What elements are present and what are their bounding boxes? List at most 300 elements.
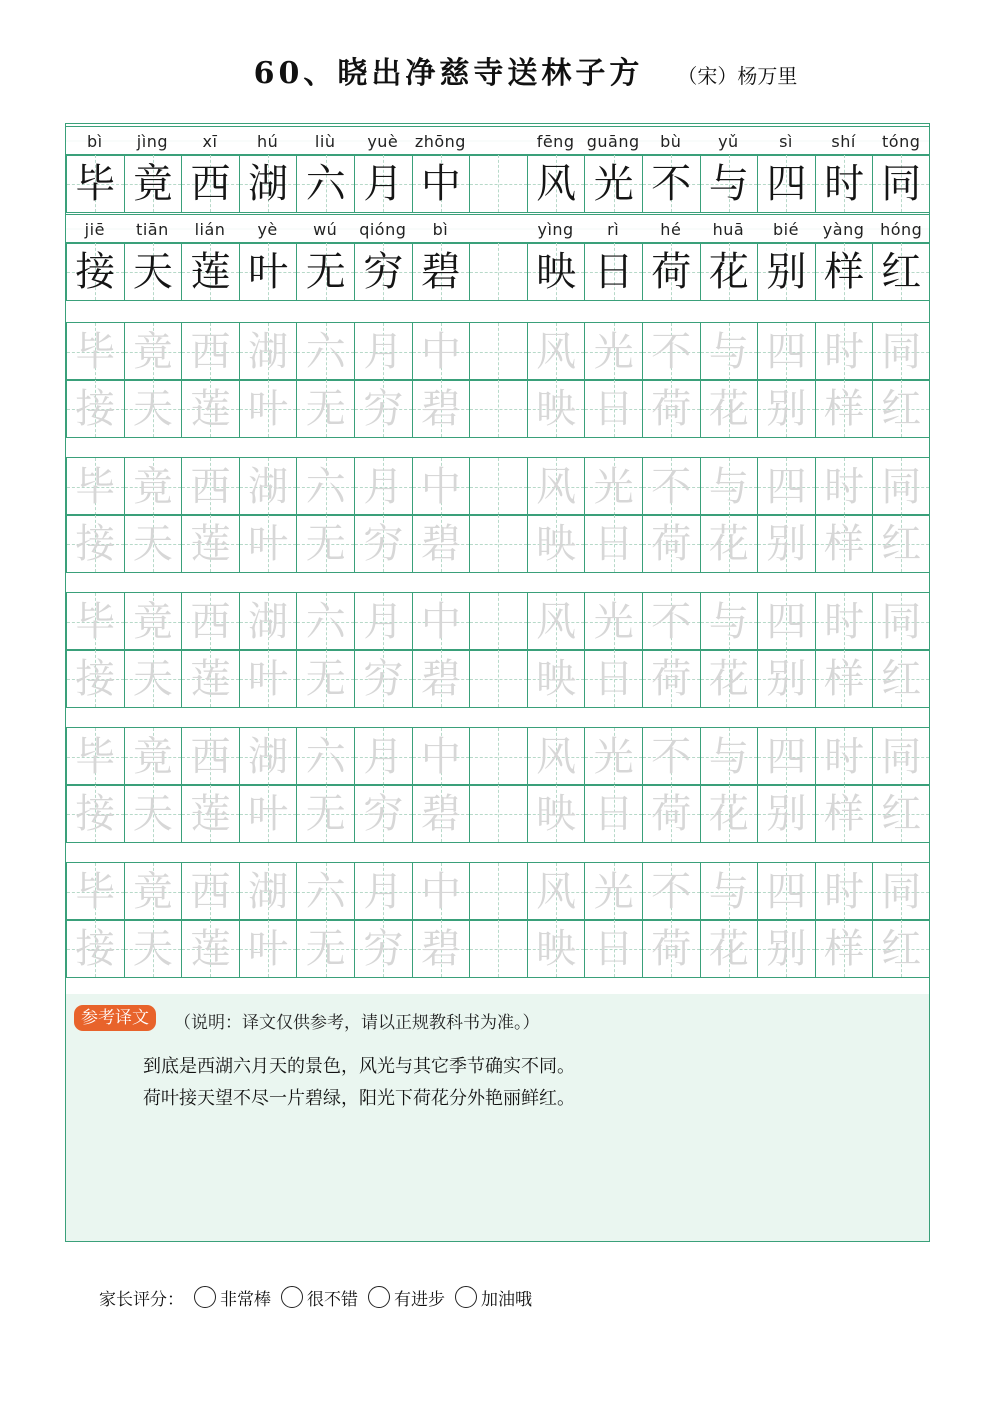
- model-cell: [239, 155, 297, 212]
- trace-cell[interactable]: [642, 920, 700, 977]
- trace-character: 莲: [190, 385, 231, 432]
- trace-cell[interactable]: [66, 863, 124, 920]
- trace-cell[interactable]: [296, 785, 354, 842]
- trace-character: 湖: [248, 598, 289, 645]
- trace-cell[interactable]: [66, 593, 124, 650]
- trace-cell[interactable]: [527, 593, 585, 650]
- trace-character: 西: [190, 598, 231, 645]
- trace-cell[interactable]: [757, 323, 815, 380]
- pinyin-band: [66, 126, 929, 156]
- trace-character: 映: [536, 655, 577, 702]
- trace-cell[interactable]: [181, 728, 239, 785]
- trace-cell[interactable]: [642, 380, 700, 437]
- trace-character: 不: [651, 868, 692, 915]
- trace-row: [66, 784, 929, 843]
- trace-character: 天: [132, 790, 173, 837]
- trace-cell[interactable]: [527, 785, 585, 842]
- model-character: 与: [708, 160, 749, 207]
- trace-character: 日: [593, 925, 634, 972]
- trace-character: 毕: [75, 868, 116, 915]
- trace-cell[interactable]: [642, 863, 700, 920]
- trace-cell[interactable]: [239, 515, 297, 572]
- model-character: 碧: [420, 248, 461, 295]
- trace-cell[interactable]: [181, 785, 239, 842]
- trace-character: 叶: [248, 520, 289, 567]
- trace-cell[interactable]: [700, 593, 758, 650]
- trace-cell[interactable]: [642, 458, 700, 515]
- trace-character: 红: [881, 925, 922, 972]
- trace-character: 光: [593, 328, 634, 375]
- rating-radio-2[interactable]: [281, 1286, 303, 1308]
- trace-cell[interactable]: [584, 380, 642, 437]
- trace-character: 与: [708, 463, 749, 510]
- trace-cell[interactable]: [872, 920, 930, 977]
- trace-cell[interactable]: [527, 650, 585, 707]
- trace-cell[interactable]: [469, 593, 527, 650]
- pinyin-syllable: yàng: [822, 219, 865, 239]
- trace-character: 风: [536, 868, 577, 915]
- model-cell: [412, 243, 470, 300]
- trace-cell[interactable]: [815, 593, 873, 650]
- trace-cell[interactable]: [354, 920, 412, 977]
- trace-cell[interactable]: [815, 515, 873, 572]
- trace-cell[interactable]: [700, 323, 758, 380]
- model-character: 不: [651, 160, 692, 207]
- trace-cell[interactable]: [584, 323, 642, 380]
- trace-character: 六: [305, 463, 346, 510]
- model-cell: [66, 243, 124, 300]
- model-cell: [296, 243, 354, 300]
- trace-character: 接: [75, 385, 116, 432]
- trace-character: 红: [881, 385, 922, 432]
- pinyin-syllable: sì: [779, 131, 793, 151]
- pinyin-syllable: lián: [194, 219, 226, 239]
- trace-character: 与: [708, 598, 749, 645]
- trace-character: 毕: [75, 733, 116, 780]
- trace-character: 红: [881, 790, 922, 837]
- translation-line-2: 荷叶接天望不尽一片碧绿，阳光下荷花分外艳丽鲜红。: [143, 1088, 575, 1109]
- trace-character: 叶: [248, 385, 289, 432]
- trace-character: 光: [593, 463, 634, 510]
- parent-rating: [99, 1281, 532, 1313]
- trace-cell[interactable]: [412, 863, 470, 920]
- trace-cell[interactable]: [757, 728, 815, 785]
- model-cell: [642, 155, 700, 212]
- trace-cell[interactable]: [181, 650, 239, 707]
- trace-character: 日: [593, 520, 634, 567]
- trace-cell[interactable]: [584, 728, 642, 785]
- trace-cell[interactable]: [872, 380, 930, 437]
- trace-character: 无: [305, 655, 346, 702]
- rating-radio-4[interactable]: [455, 1286, 477, 1308]
- trace-character: 竟: [132, 733, 173, 780]
- trace-cell[interactable]: [124, 323, 182, 380]
- trace-character: 不: [651, 463, 692, 510]
- model-row: [66, 154, 929, 213]
- trace-character: 穷: [363, 925, 404, 972]
- trace-cell[interactable]: [66, 920, 124, 977]
- pinyin-syllable: guāng: [586, 131, 640, 151]
- trace-cell[interactable]: [700, 515, 758, 572]
- trace-character: 同: [881, 598, 922, 645]
- pinyin-syllable: bì: [86, 131, 103, 151]
- trace-cell[interactable]: [412, 920, 470, 977]
- trace-row: [66, 919, 929, 978]
- trace-cell[interactable]: [584, 458, 642, 515]
- trace-cell[interactable]: [354, 785, 412, 842]
- trace-row: [66, 862, 929, 921]
- rating-radio-3[interactable]: [368, 1286, 390, 1308]
- trace-character: 天: [132, 520, 173, 567]
- trace-cell[interactable]: [757, 650, 815, 707]
- trace-character: 时: [824, 868, 865, 915]
- pinyin-syllable: tiān: [136, 219, 169, 239]
- trace-character: 四: [766, 868, 807, 915]
- trace-character: 光: [593, 868, 634, 915]
- trace-character: 日: [593, 655, 634, 702]
- trace-character: 样: [824, 790, 865, 837]
- trace-character: 别: [766, 790, 807, 837]
- trace-cell[interactable]: [239, 863, 297, 920]
- trace-character: 湖: [248, 463, 289, 510]
- trace-cell[interactable]: [757, 863, 815, 920]
- trace-cell[interactable]: [412, 593, 470, 650]
- model-cell: [354, 243, 412, 300]
- trace-cell[interactable]: [296, 728, 354, 785]
- trace-character: 四: [766, 598, 807, 645]
- trace-cell[interactable]: [354, 323, 412, 380]
- model-cell: [757, 155, 815, 212]
- trace-cell[interactable]: [700, 728, 758, 785]
- trace-cell[interactable]: [469, 785, 527, 842]
- pinyin-syllable: xī: [202, 131, 218, 151]
- trace-cell[interactable]: [124, 650, 182, 707]
- trace-cell[interactable]: [642, 515, 700, 572]
- pinyin-syllable: hú: [256, 131, 279, 151]
- trace-character: 接: [75, 655, 116, 702]
- trace-character: 中: [420, 868, 461, 915]
- trace-row: [66, 649, 929, 708]
- trace-cell[interactable]: [815, 323, 873, 380]
- trace-cell[interactable]: [757, 458, 815, 515]
- trace-cell[interactable]: [296, 323, 354, 380]
- trace-cell[interactable]: [700, 785, 758, 842]
- pinyin-syllable: wú: [313, 219, 338, 239]
- trace-cell[interactable]: [239, 785, 297, 842]
- model-cell: [469, 155, 527, 212]
- trace-character: 天: [132, 385, 173, 432]
- trace-character: 不: [651, 598, 692, 645]
- model-character: 天: [132, 248, 173, 295]
- trace-cell[interactable]: [412, 785, 470, 842]
- trace-cell[interactable]: [815, 920, 873, 977]
- trace-cell[interactable]: [296, 380, 354, 437]
- trace-cell[interactable]: [66, 650, 124, 707]
- trace-cell[interactable]: [584, 650, 642, 707]
- trace-cell[interactable]: [872, 458, 930, 515]
- trace-character: 竟: [132, 328, 173, 375]
- model-character: 时: [824, 160, 865, 207]
- trace-cell[interactable]: [124, 515, 182, 572]
- trace-cell[interactable]: [757, 380, 815, 437]
- trace-character: 碧: [420, 520, 461, 567]
- trace-cell[interactable]: [66, 515, 124, 572]
- trace-character: 荷: [651, 925, 692, 972]
- trace-cell[interactable]: [527, 920, 585, 977]
- model-cell: [354, 155, 412, 212]
- pinyin-syllable: qióng: [359, 219, 407, 239]
- trace-cell[interactable]: [642, 323, 700, 380]
- model-cell: [815, 243, 873, 300]
- trace-character: 穷: [363, 655, 404, 702]
- trace-cell[interactable]: [412, 728, 470, 785]
- trace-cell[interactable]: [757, 515, 815, 572]
- pinyin-syllable: [469, 215, 527, 243]
- trace-character: 别: [766, 655, 807, 702]
- trace-cell[interactable]: [469, 863, 527, 920]
- trace-cell[interactable]: [181, 593, 239, 650]
- trace-cell[interactable]: [354, 650, 412, 707]
- trace-cell[interactable]: [354, 593, 412, 650]
- model-cell: [642, 243, 700, 300]
- rating-option-2: 很不错: [307, 1289, 358, 1310]
- model-character: 花: [708, 248, 749, 295]
- rating-option-3: 有进步: [394, 1289, 445, 1310]
- trace-cell[interactable]: [469, 920, 527, 977]
- model-character: 四: [766, 160, 807, 207]
- trace-cell[interactable]: [469, 515, 527, 572]
- trace-cell[interactable]: [700, 380, 758, 437]
- trace-cell[interactable]: [296, 458, 354, 515]
- trace-character: 映: [536, 520, 577, 567]
- trace-cell[interactable]: [181, 458, 239, 515]
- trace-cell[interactable]: [757, 593, 815, 650]
- trace-character: 碧: [420, 385, 461, 432]
- trace-cell[interactable]: [124, 458, 182, 515]
- trace-character: 映: [536, 790, 577, 837]
- model-character: 映: [536, 248, 577, 295]
- trace-character: 西: [190, 733, 231, 780]
- trace-cell[interactable]: [181, 863, 239, 920]
- trace-character: 别: [766, 520, 807, 567]
- trace-cell[interactable]: [700, 650, 758, 707]
- translation-line-1: 到底是西湖六月天的景色，风光与其它季节确实不同。: [143, 1056, 575, 1077]
- trace-cell[interactable]: [584, 593, 642, 650]
- model-character: 六: [305, 160, 346, 207]
- trace-character: 荷: [651, 655, 692, 702]
- trace-cell[interactable]: [66, 728, 124, 785]
- trace-cell[interactable]: [584, 863, 642, 920]
- trace-cell[interactable]: [239, 650, 297, 707]
- model-character: 竟: [132, 160, 173, 207]
- trace-cell[interactable]: [872, 323, 930, 380]
- trace-cell[interactable]: [815, 650, 873, 707]
- trace-cell[interactable]: [181, 323, 239, 380]
- trace-character: 天: [132, 655, 173, 702]
- trace-cell[interactable]: [700, 458, 758, 515]
- trace-cell[interactable]: [872, 728, 930, 785]
- trace-cell[interactable]: [757, 785, 815, 842]
- trace-cell[interactable]: [584, 920, 642, 977]
- model-cell: [700, 155, 758, 212]
- trace-cell[interactable]: [412, 515, 470, 572]
- trace-cell[interactable]: [527, 380, 585, 437]
- trace-character: 同: [881, 733, 922, 780]
- trace-cell[interactable]: [469, 650, 527, 707]
- poem-title: 60、晓出净慈寺送林子方: [253, 56, 644, 91]
- trace-cell[interactable]: [239, 323, 297, 380]
- trace-character: 风: [536, 328, 577, 375]
- trace-character: 映: [536, 385, 577, 432]
- model-cell: [872, 155, 930, 212]
- trace-cell[interactable]: [354, 863, 412, 920]
- model-cell: [527, 155, 585, 212]
- pinyin-syllable: rì: [607, 219, 620, 239]
- trace-character: 风: [536, 733, 577, 780]
- trace-cell[interactable]: [469, 380, 527, 437]
- trace-cell[interactable]: [296, 863, 354, 920]
- trace-character: 四: [766, 733, 807, 780]
- trace-cell[interactable]: [642, 593, 700, 650]
- rating-radio-1[interactable]: [194, 1286, 216, 1308]
- model-cell: [124, 243, 182, 300]
- trace-cell[interactable]: [872, 593, 930, 650]
- trace-character: 红: [881, 520, 922, 567]
- model-character: 月: [363, 160, 404, 207]
- trace-cell[interactable]: [527, 458, 585, 515]
- trace-cell[interactable]: [239, 920, 297, 977]
- trace-cell[interactable]: [124, 785, 182, 842]
- trace-character: 穷: [363, 790, 404, 837]
- trace-cell[interactable]: [642, 728, 700, 785]
- pinyin-syllable: jìng: [136, 131, 168, 151]
- model-character: 红: [881, 248, 922, 295]
- model-character: 莲: [190, 248, 231, 295]
- trace-cell[interactable]: [872, 785, 930, 842]
- trace-cell[interactable]: [412, 380, 470, 437]
- trace-cell[interactable]: [412, 650, 470, 707]
- trace-cell[interactable]: [124, 728, 182, 785]
- trace-cell[interactable]: [354, 458, 412, 515]
- trace-cell[interactable]: [239, 380, 297, 437]
- trace-cell[interactable]: [354, 380, 412, 437]
- trace-character: 接: [75, 790, 116, 837]
- pinyin-syllable: fēng: [536, 131, 575, 151]
- trace-row: [66, 727, 929, 786]
- trace-cell[interactable]: [700, 863, 758, 920]
- pinyin-syllable: jiē: [84, 219, 105, 239]
- trace-cell[interactable]: [872, 863, 930, 920]
- trace-character: 花: [708, 925, 749, 972]
- trace-cell[interactable]: [527, 863, 585, 920]
- trace-row: [66, 592, 929, 651]
- trace-cell[interactable]: [527, 515, 585, 572]
- trace-cell[interactable]: [296, 515, 354, 572]
- trace-cell[interactable]: [815, 863, 873, 920]
- trace-cell[interactable]: [124, 380, 182, 437]
- trace-character: 湖: [248, 328, 289, 375]
- pinyin-syllable: yǔ: [718, 131, 739, 151]
- pinyin-syllable: yìng: [537, 219, 574, 239]
- model-cell: [296, 155, 354, 212]
- trace-character: 同: [881, 463, 922, 510]
- trace-cell[interactable]: [527, 323, 585, 380]
- model-character: 叶: [248, 248, 289, 295]
- trace-cell[interactable]: [815, 458, 873, 515]
- trace-cell[interactable]: [296, 920, 354, 977]
- trace-cell[interactable]: [181, 380, 239, 437]
- pinyin-syllable: hé: [660, 219, 682, 239]
- translation-note: （说明：译文仅供参考，请以正规教科书为准。）: [174, 1013, 540, 1033]
- trace-character: 映: [536, 925, 577, 972]
- trace-cell[interactable]: [700, 920, 758, 977]
- trace-cell[interactable]: [815, 785, 873, 842]
- trace-cell[interactable]: [239, 458, 297, 515]
- pinyin-syllable: yè: [257, 219, 278, 239]
- trace-cell[interactable]: [584, 515, 642, 572]
- trace-cell[interactable]: [412, 458, 470, 515]
- trace-cell[interactable]: [354, 515, 412, 572]
- trace-cell[interactable]: [469, 323, 527, 380]
- trace-character: 无: [305, 790, 346, 837]
- pinyin-syllable: bù: [660, 131, 682, 151]
- trace-cell[interactable]: [124, 593, 182, 650]
- trace-cell[interactable]: [584, 785, 642, 842]
- trace-character: 花: [708, 655, 749, 702]
- model-row: [66, 242, 929, 301]
- trace-character: 与: [708, 733, 749, 780]
- trace-character: 毕: [75, 598, 116, 645]
- trace-cell[interactable]: [124, 920, 182, 977]
- trace-cell[interactable]: [66, 323, 124, 380]
- trace-character: 光: [593, 733, 634, 780]
- trace-character: 莲: [190, 925, 231, 972]
- pinyin-syllable: [469, 127, 527, 155]
- trace-cell[interactable]: [642, 785, 700, 842]
- model-character: 西: [190, 160, 231, 207]
- trace-cell[interactable]: [66, 380, 124, 437]
- trace-cell[interactable]: [815, 728, 873, 785]
- trace-character: 无: [305, 385, 346, 432]
- trace-cell[interactable]: [757, 920, 815, 977]
- trace-cell[interactable]: [296, 593, 354, 650]
- trace-cell[interactable]: [642, 650, 700, 707]
- trace-cell[interactable]: [239, 728, 297, 785]
- trace-cell[interactable]: [872, 650, 930, 707]
- trace-cell[interactable]: [66, 785, 124, 842]
- trace-cell[interactable]: [66, 458, 124, 515]
- trace-cell[interactable]: [181, 920, 239, 977]
- trace-cell[interactable]: [239, 593, 297, 650]
- model-cell: [700, 243, 758, 300]
- trace-cell[interactable]: [181, 515, 239, 572]
- trace-cell[interactable]: [815, 380, 873, 437]
- trace-cell[interactable]: [354, 728, 412, 785]
- translation-panel: [65, 994, 930, 1242]
- trace-cell[interactable]: [469, 458, 527, 515]
- trace-character: 叶: [248, 655, 289, 702]
- trace-cell[interactable]: [124, 863, 182, 920]
- trace-cell[interactable]: [872, 515, 930, 572]
- trace-cell[interactable]: [527, 728, 585, 785]
- trace-character: 日: [593, 790, 634, 837]
- trace-cell[interactable]: [469, 728, 527, 785]
- trace-cell[interactable]: [296, 650, 354, 707]
- trace-character: 别: [766, 925, 807, 972]
- trace-character: 样: [824, 925, 865, 972]
- trace-character: 风: [536, 598, 577, 645]
- trace-cell[interactable]: [412, 323, 470, 380]
